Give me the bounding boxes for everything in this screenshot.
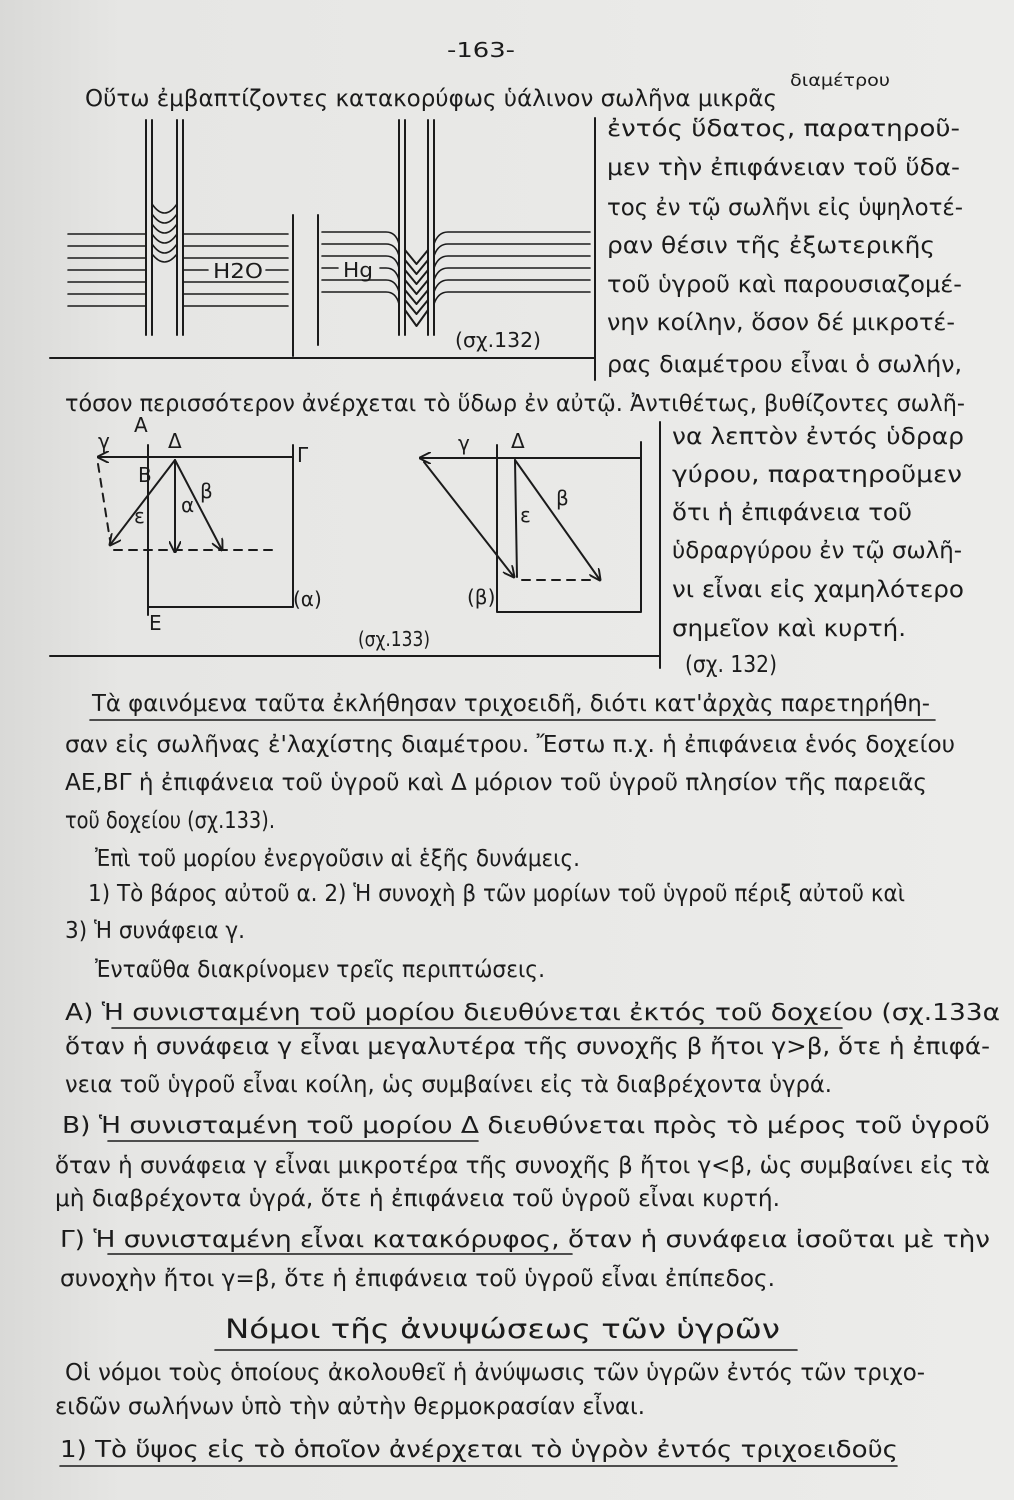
intro-insert-word: διαμέτρου: [790, 71, 890, 91]
side-text-line: ὑδραργύρου ἐν τῷ σωλῆ-: [672, 538, 962, 564]
label-beta-b: β: [556, 486, 569, 510]
body-line: ΑΕ,ΒΓ ἡ ἐπιφάνεια τοῦ ὑγροῦ καὶ Δ μόριον τοῦ ὑγροῦ πλησίον τῆς παρειᾶς: [65, 770, 927, 796]
side-text-line: τοῦ ὑγροῦ καὶ παρουσιαζομέ-: [607, 272, 962, 298]
body-line: Τὰ φαινόμενα ταῦτα ἐκλήθησαν τριχοειδῆ, διότι κατ'ἀρχὰς παρετηρήθη-: [91, 691, 930, 717]
laws-line: Οἱ νόμοι τοὺς ὁποίους ἀκολουθεῖ ἡ ἀνύψωσις τῶν ὑγρῶν ἐντός τῶν τριχο-: [65, 1360, 925, 1386]
side-text-line: σημεῖον καὶ κυρτή.: [672, 616, 906, 642]
mercury-label: Hg: [343, 258, 373, 282]
panel-a-tag: (α): [293, 587, 322, 611]
side-text-line: νι εἶναι εἰς χαμηλότερο: [672, 577, 945, 603]
figure-132-caption: (σχ.132): [455, 328, 541, 352]
label-alpha-a: α: [181, 493, 195, 517]
body-line: νεια τοῦ ὑγροῦ εἶναι κοίλη, ὡς συμβαίνει εἰς τὰ διαβρέχοντα ὑγρά.: [65, 1072, 844, 1098]
side-text-line: νην κοίλην, ὅσον δέ μικροτέ-: [607, 310, 955, 336]
side-text-line: ρας διαμέτρου εἶναι ὁ σωλήν,: [607, 352, 952, 378]
label-epsilon-b: ε: [520, 503, 531, 527]
body-line: μὴ διαβρέχοντα ὑγρά, ὅτε ἡ ἐπιφάνεια τοῦ ὑγροῦ εἶναι κυρτή.: [55, 1186, 773, 1212]
label-beta-a: β: [200, 479, 213, 503]
continuation-line: τόσον περισσότερον ἀνέρχεται τὸ ὕδωρ ἐν αὐτῷ. Ἀντιθέτως, βυθίζοντες σωλῆ-: [65, 391, 965, 417]
section-title: Νόμοι τῆς ἀνυψώσεως τῶν ὑγρῶν: [225, 1314, 780, 1345]
water-label: H2O: [213, 259, 263, 283]
label-delta-b: Δ: [511, 429, 525, 453]
body-line: 1) Τὸ βάρος αὐτοῦ α. 2) Ἡ συνοχὴ β τῶν μορίων τοῦ ὑγροῦ πέριξ αὐτοῦ καὶ: [88, 881, 905, 907]
intro-line: Οὕτω ἐμβαπτίζοντες κατακορύφως ὑάλινον σωλῆνα μικρᾶς: [85, 86, 777, 112]
panel-b-tag: (β): [467, 585, 496, 609]
body-line: τοῦ δοχείου (σχ.133).: [65, 808, 275, 834]
side-text-line: να λεπτὸν ἐντός ὑδραρ: [672, 424, 964, 450]
figure-133-caption: (σχ.133): [358, 627, 430, 651]
label-E: Ε: [149, 611, 162, 635]
body-line: Β) Ἡ συνισταμένη τοῦ μορίου Δ διευθύνεται πρὸς τὸ μέρος τοῦ ὑγροῦ: [62, 1113, 990, 1139]
laws-line: ειδῶν σωλήνων ὑπὸ τὴν αὐτὴν θερμοκρασίαν εἶναι.: [55, 1394, 652, 1420]
side-text-line: ἐντός ὕδατος, παρατηροῦ-: [607, 116, 960, 142]
side-text-line: τος ἐν τῷ σωλῆνι εἰς ὑψηλοτέ-: [607, 195, 963, 221]
side-text-figure-ref: (σχ. 132): [685, 652, 777, 678]
label-epsilon-a: ε: [134, 504, 145, 528]
side-text-line: ὅτι ἡ ἐπιφάνεια τοῦ: [672, 500, 912, 526]
side-text-line: γύρου, παρατηροῦμεν: [672, 462, 962, 488]
body-line: ὅταν ἡ συνάφεια γ εἶναι μικροτέρα τῆς συνοχῆς β ἤτοι γ<β, ὡς συμβαίνει εἰς τὰ: [55, 1153, 992, 1179]
label-Gamma: Γ: [297, 443, 309, 467]
label-delta-a: Δ: [168, 429, 182, 453]
side-text-line: μεν τὴν ἐπιφάνειαν τοῦ ὕδα-: [607, 155, 960, 181]
label-gamma-a: γ: [98, 429, 110, 453]
page-number: -163-: [447, 38, 515, 62]
laws-line: 1) Τὸ ὕψος εἰς τὸ ὁποῖον ἀνέρχεται τὸ ὑγρὸν ἐντός τριχοειδοῦς: [60, 1437, 898, 1463]
side-text-line: ραν θέσιν τῆς ἐξωτερικῆς: [607, 233, 935, 259]
body-line: σαν εἰς σωλῆνας ἐ'λαχίστης διαμέτρου. Ἔστω π.χ. ἡ ἐπιφάνεια ἑνός δοχείου: [65, 732, 956, 758]
label-gamma-b: γ: [458, 431, 470, 455]
body-line: Α) Ἡ συνισταμένη τοῦ μορίου διευθύνεται ἐκτός τοῦ δοχείου (σχ.133α: [65, 1000, 1000, 1026]
body-line: Ἐπὶ τοῦ μορίου ἐνεργοῦσιν αἱ ἑξῆς δυνάμεις.: [95, 846, 580, 872]
body-line: Ἐνταῦθα διακρίνομεν τρεῖς περιπτώσεις.: [95, 957, 545, 983]
body-line: ὅταν ἡ συνάφεια γ εἶναι μεγαλυτέρα τῆς συνοχῆς β ἤτοι γ>β, ὅτε ἡ ἐπιφά-: [65, 1034, 931, 1060]
body-line: Γ) Ἡ συνισταμένη εἶναι κατακόρυφος, ὅταν ἡ συνάφεια ἰσοῦται μὲ τὴν: [60, 1227, 872, 1253]
label-A: Α: [134, 413, 148, 437]
body-line: 3) Ἡ συνάφεια γ.: [65, 918, 245, 944]
body-line: συνοχὴν ἤτοι γ=β, ὅτε ἡ ἐπιφάνεια τοῦ ὑγροῦ εἶναι ἐπίπεδος.: [60, 1266, 770, 1292]
label-B: Β: [138, 463, 152, 487]
